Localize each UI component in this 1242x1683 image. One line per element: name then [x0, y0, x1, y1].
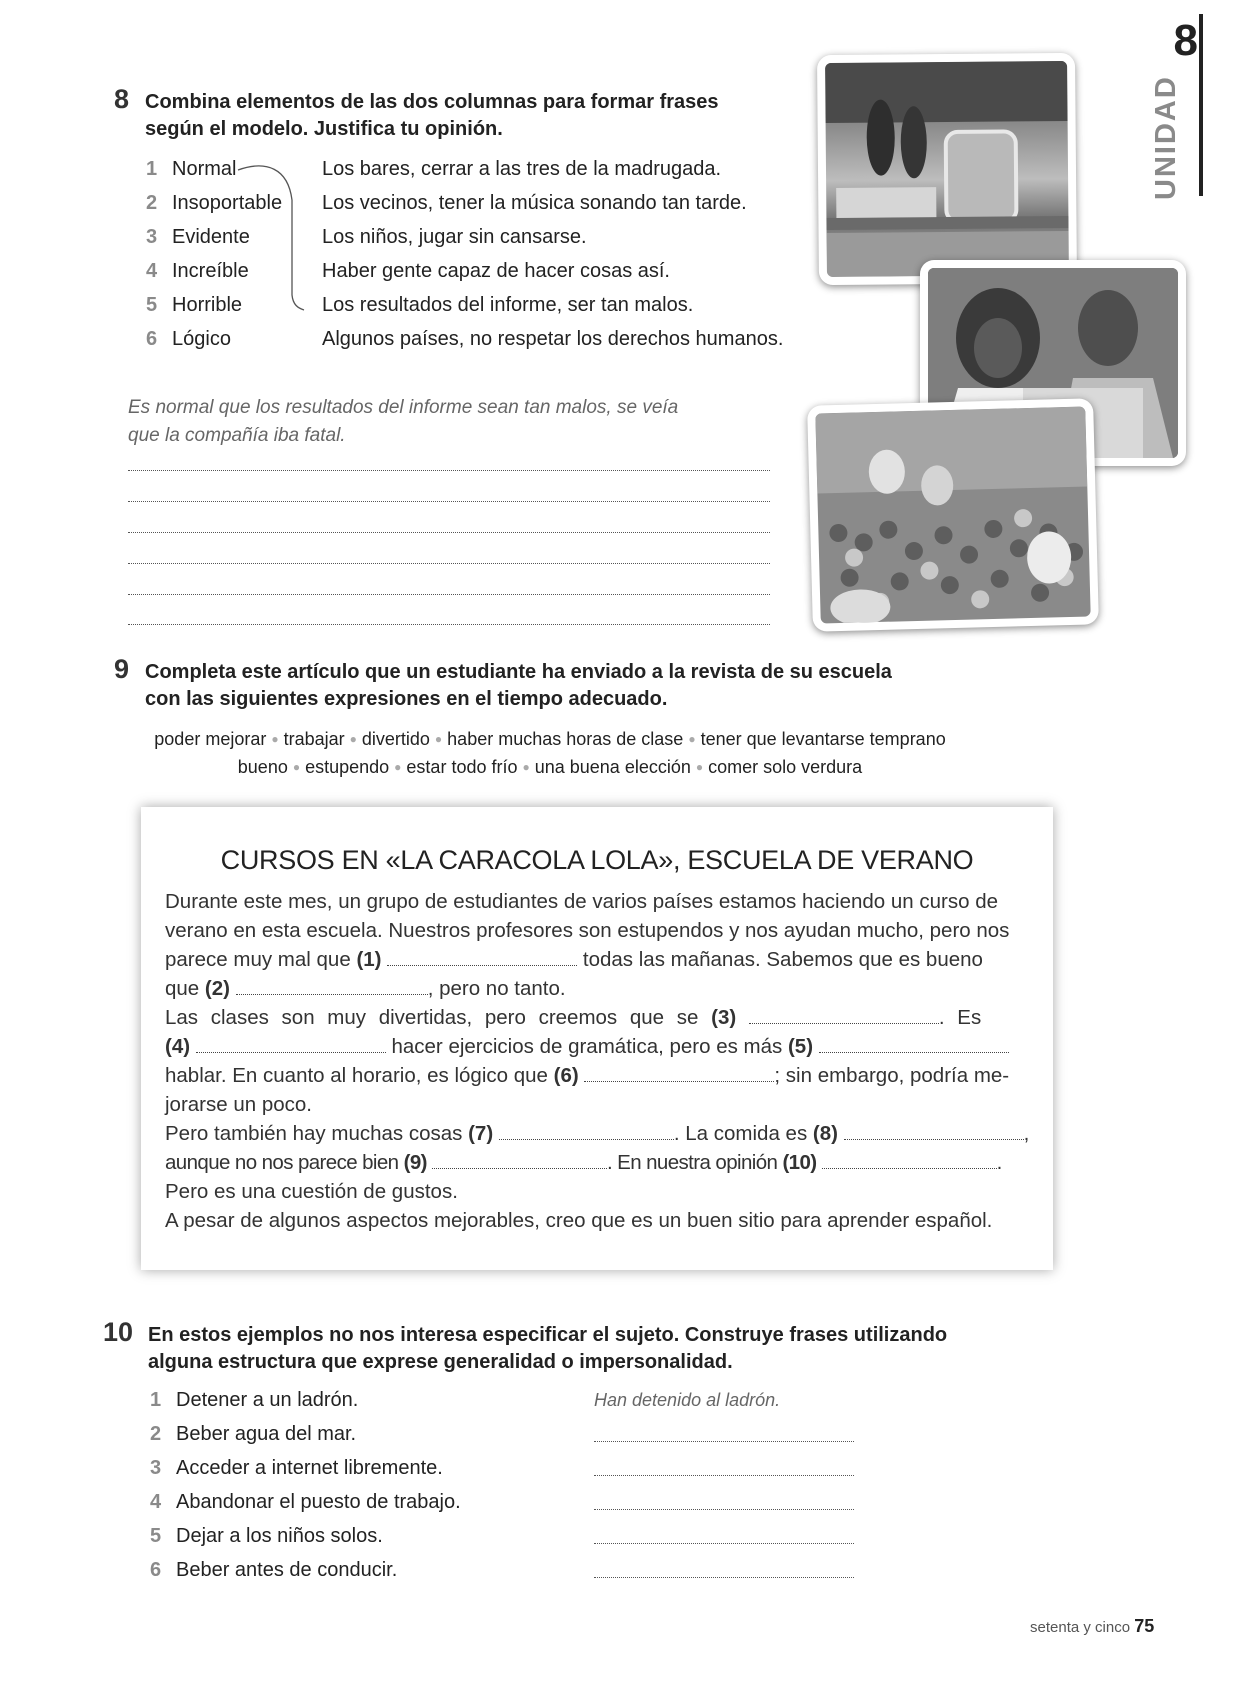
answer-line[interactable] [128, 470, 770, 471]
gap-number: (9) [403, 1151, 427, 1174]
exercise-8-instruction [145, 89, 719, 143]
gap-field-5[interactable] [819, 1034, 1009, 1053]
article-line: que (2) , pero no tanto. [165, 977, 566, 1000]
list-item: 3 Acceder a internet libremente. [150, 1451, 870, 1485]
list-item: 3 Evidente Los niños, jugar sin cansarse. [146, 220, 806, 254]
answer-line[interactable] [128, 501, 770, 502]
right-column-item: Los niños, jugar sin cansarse. [322, 226, 587, 248]
article-line: A pesar de algunos aspectos mejorables, creo que es un buen sitio para aprender español. [165, 1209, 993, 1232]
article-line: parece muy mal que (1) todas las mañanas. Sabemos que es bueno [165, 948, 983, 971]
instruction-line: Completa este artículo que un estudiante ha enviado a la revista de su escuela [145, 661, 892, 683]
gap-field-8[interactable] [844, 1121, 1024, 1140]
prompt-text: Detener a un ladrón. [176, 1389, 359, 1411]
photo-children-ball-pit [807, 398, 1099, 631]
gap-field-1[interactable] [387, 947, 577, 966]
prompt-text: Acceder a internet libremente. [176, 1457, 443, 1479]
article-line: Las clases son muy divertidas, pero creemos que se (3) . Es [165, 1006, 982, 1029]
article-line: jorarse un poco. [165, 1093, 313, 1116]
article-line: Pero también hay muchas cosas (7) . La comida es (8) , [165, 1122, 1030, 1145]
left-column-item: Lógico [172, 328, 231, 350]
exercise-8-number: 8 [114, 84, 130, 114]
gap-field-9[interactable] [432, 1150, 607, 1169]
prompt-text: Abandonar el puesto de trabajo. [176, 1491, 461, 1513]
list-item: 2 Insoportable Los vecinos, tener la música sonando tan tarde. [146, 186, 806, 220]
word-bank-item: estar todo frío [406, 757, 518, 777]
word-bank-item: divertido [361, 729, 430, 749]
list-item: 6 Lógico Algunos países, no respetar los derechos humanos. [146, 322, 806, 356]
instruction-line: En estos ejemplos no nos interesa especificar el sujeto. Construye frases utilizando [148, 1324, 948, 1346]
word-bank-item: bueno [237, 757, 288, 777]
article-line: (4) hacer ejercicios de gramática, pero es más (5) [165, 1032, 1031, 1061]
answer-line[interactable] [128, 563, 770, 564]
answer-line[interactable] [594, 1543, 854, 1544]
exercise-9-number: 9 [114, 654, 130, 684]
gap-number: (2) [204, 977, 230, 1000]
word-bank-item: comer solo verdura [708, 757, 863, 777]
word-bank-item: una buena elección [534, 757, 691, 777]
word-bank-line: bueno ● estupendo ● estar todo frío ● una buena elección ● comer solo verdura [237, 757, 863, 777]
list-item: 5 Horrible Los resultados del informe, ser tan malos. [146, 288, 806, 322]
right-column-item: Algunos países, no respetar los derechos humanos. [322, 328, 784, 350]
left-column-item: Increíble [172, 260, 249, 282]
page-footer [1030, 1616, 1154, 1637]
gap-number: (10) [782, 1151, 817, 1174]
right-column-item: Los bares, cerrar a las tres de la madrugada. [322, 158, 722, 180]
word-bank-item: poder mejorar [154, 729, 267, 749]
exercise-8-example [128, 394, 678, 450]
list-item: 2 Beber agua del mar. [150, 1417, 870, 1451]
right-column-item: Haber gente capaz de hacer cosas así. [322, 260, 670, 282]
gap-number: (3) [711, 1006, 737, 1029]
photo-bar-interior [817, 53, 1077, 285]
answer-line[interactable] [594, 1577, 854, 1578]
answer-line[interactable] [128, 624, 770, 625]
prompt-text: Beber agua del mar. [176, 1423, 357, 1445]
list-item: 5 Dejar a los niños solos. [150, 1519, 870, 1553]
gap-number: (7) [468, 1122, 494, 1145]
left-column-item: Insoportable [172, 192, 283, 214]
left-column-item: Horrible [172, 294, 243, 316]
page-number: 75 [1134, 1616, 1155, 1636]
example-connector-line [236, 160, 316, 320]
gap-number: (5) [787, 1035, 814, 1058]
gap-field-3[interactable] [749, 1005, 939, 1024]
instruction-line: según el modelo. Justifica tu opinión. [145, 118, 503, 140]
right-column-item: Los vecinos, tener la música sonando tan tarde. [322, 192, 747, 214]
unit-divider [1199, 14, 1203, 196]
unit-label: UNIDAD [1150, 75, 1182, 200]
article-box [141, 807, 1053, 1270]
article-title: CURSOS EN «LA CARACOLA LOLA», ESCUELA DE VERANO [220, 845, 974, 875]
unit-number: 8 [1173, 16, 1198, 65]
gap-field-6[interactable] [584, 1063, 774, 1082]
word-bank-item: haber muchas horas de clase [447, 729, 684, 749]
instruction-line: con las siguientes expresiones en el tiempo adecuado. [145, 688, 668, 710]
gap-number: (1) [356, 948, 382, 971]
word-bank-item: tener que levantarse temprano [700, 729, 946, 749]
article-line: Pero es una cuestión de gustos. [165, 1180, 458, 1203]
article-line: verano en esta escuela. Nuestros profesores son estupendos y nos ayudan mucho, pero nos [165, 919, 1010, 942]
answer-line[interactable] [594, 1509, 854, 1510]
word-bank-line: poder mejorar ● trabajar ● divertido ● haber muchas horas de clase ● tener que levantarse temprano [154, 729, 946, 749]
answer-line[interactable] [594, 1441, 854, 1442]
article-line: hablar. En cuanto al horario, es lógico que (6) ; sin embargo, podría me- [165, 1064, 1010, 1087]
answer-line[interactable] [128, 594, 770, 595]
prompt-text: Dejar a los niños solos. [176, 1525, 383, 1547]
left-column-item: Normal [172, 158, 237, 180]
gap-field-10[interactable] [822, 1150, 997, 1169]
left-column-item: Evidente [172, 226, 250, 248]
article-line: Durante este mes, un grupo de estudiantes de varios países estamos haciendo un curso de [165, 890, 999, 913]
prompt-text: Beber antes de conducir. [176, 1559, 398, 1581]
example-line: Es normal que los resultados del informe sean tan malos, se veía [128, 397, 679, 418]
word-bank-item: estupendo [305, 757, 390, 777]
exercise-10-instruction [148, 1322, 947, 1376]
exercise-10-number: 10 [103, 1317, 134, 1347]
gap-field-7[interactable] [499, 1121, 674, 1140]
instruction-line: alguna estructura que exprese generalidad o impersonalidad. [148, 1351, 733, 1373]
exercise-9-instruction [145, 659, 892, 713]
list-item: 6 Beber antes de conducir. [150, 1553, 870, 1587]
article-line: aunque no nos parece bien (9) . En nuestra opinión (10) . [165, 1151, 1002, 1174]
right-column-item: Los resultados del informe, ser tan malos. [322, 294, 694, 316]
instruction-line: Combina elementos de las dos columnas para formar frases [145, 91, 719, 113]
gap-number: (6) [553, 1064, 579, 1087]
page-number-words: setenta y cinco [1030, 1619, 1131, 1636]
exercise-10-list [150, 1383, 870, 1587]
word-bank-item: trabajar [283, 729, 345, 749]
gap-number: (8) [812, 1122, 838, 1145]
word-bank [100, 725, 1000, 781]
example-line: que la compañía iba fatal. [128, 425, 346, 446]
gap-field-2[interactable] [236, 976, 428, 995]
gap-field-4[interactable] [196, 1034, 386, 1053]
list-item: 4 Increíble Haber gente capaz de hacer cosas así. [146, 254, 806, 288]
gap-number: (4) [165, 1035, 191, 1058]
list-item: 1 Normal Los bares, cerrar a las tres de la madrugada. [146, 152, 806, 186]
answer-line[interactable] [594, 1475, 854, 1476]
answer-line[interactable] [128, 532, 770, 533]
list-item: 1 Detener a un ladrón. Han detenido al ladrón. [150, 1383, 870, 1417]
list-item: 4 Abandonar el puesto de trabajo. [150, 1485, 870, 1519]
example-answer: Han detenido al ladrón. [594, 1390, 781, 1410]
